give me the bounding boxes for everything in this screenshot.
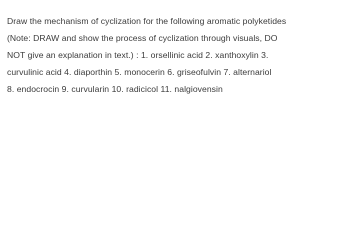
question-text	[7, 13, 347, 98]
question-line-5: 8. endocrocin 9. curvularin 10. radicicol 11. nalgiovensin	[7, 84, 223, 94]
question-line-1: Draw the mechanism of cyclization for the following aromatic polyketides	[7, 16, 287, 26]
question-line-2: (Note: DRAW and show the process of cyclization through visuals, DO	[7, 33, 278, 43]
question-line-4: curvulinic acid 4. diaporthin 5. monocerin 6. griseofulvin 7. alternariol	[7, 67, 272, 77]
question-line-3: NOT give an explanation in text.) : 1. orsellinic acid 2. xanthoxylin 3.	[7, 50, 269, 60]
